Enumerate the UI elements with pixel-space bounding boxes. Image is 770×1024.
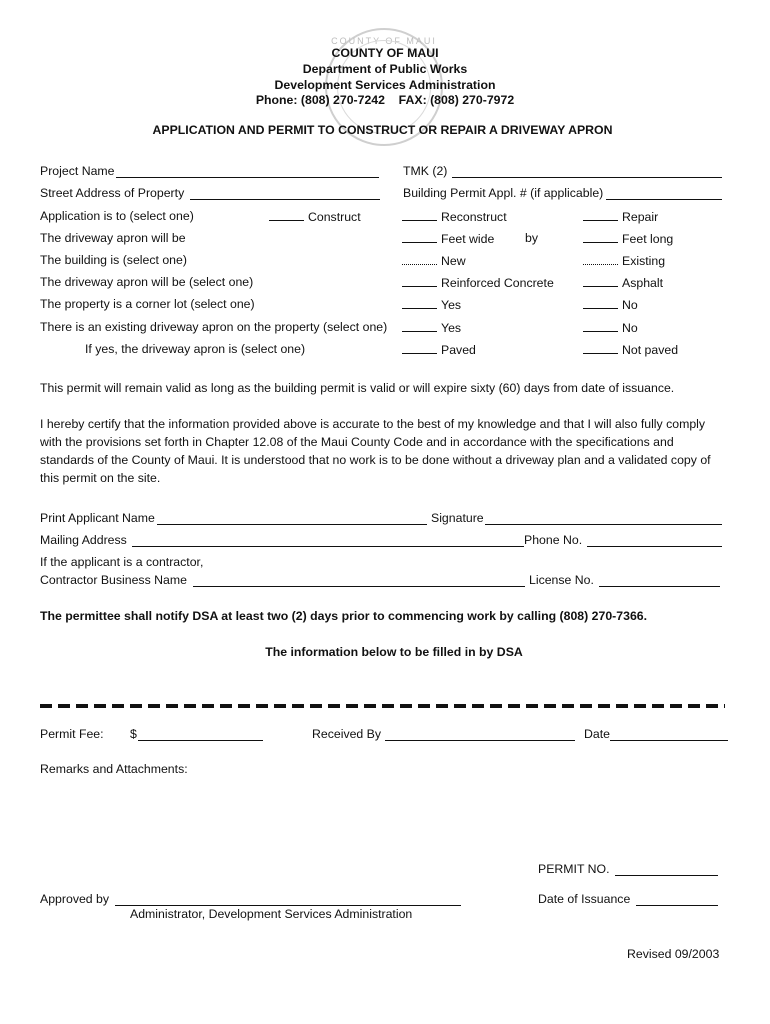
received-by-label: Received By <box>312 727 382 741</box>
question-label: The driveway apron will be <box>40 231 186 245</box>
validity-text: This permit will remain valid as long as the building permit is valid or will expire sixty (60) days from date of issuance. <box>40 381 675 395</box>
contractor-note: If the applicant is a contractor, <box>40 555 204 569</box>
date-of-issuance-label: Date of Issuance <box>538 892 631 906</box>
permit-fee-label: Permit Fee: <box>40 727 104 741</box>
date-field[interactable] <box>610 740 728 741</box>
remarks-label: Remarks and Attachments: <box>40 762 188 776</box>
option-feet-wide[interactable]: Feet wide <box>402 231 494 246</box>
building-permit-label: Building Permit Appl. # (if applicable) <box>403 186 604 200</box>
dollar-sign: $ <box>130 727 137 741</box>
certification-line: this permit on the site. <box>40 471 161 485</box>
cut-line <box>40 704 725 708</box>
received-by-field[interactable] <box>385 740 575 741</box>
building-permit-field[interactable] <box>606 199 722 200</box>
date-label: Date <box>584 727 610 741</box>
street-address-label: Street Address of Property <box>40 186 185 200</box>
approved-by-field[interactable] <box>115 905 461 906</box>
certification-line: standards of the County of Maui. It is understood that no work is to be done without a driveway plan and a validated copy of <box>40 453 711 467</box>
print-name-field[interactable] <box>157 524 427 525</box>
question-label: The driveway apron will be (select one) <box>40 275 254 289</box>
by-label: by <box>525 231 538 245</box>
mailing-address-field[interactable] <box>132 546 524 547</box>
date-of-issuance-field[interactable] <box>636 905 718 906</box>
print-name-label: Print Applicant Name <box>40 511 155 525</box>
option-paved[interactable]: Paved <box>402 342 476 357</box>
option-feet-long[interactable]: Feet long <box>583 231 673 246</box>
option-not-paved[interactable]: Not paved <box>583 342 678 357</box>
certification-line: I hereby certify that the information provided above is accurate to the best of my knowledge and that I will also fully comply <box>40 417 706 431</box>
contractor-name-label: Contractor Business Name <box>40 573 187 587</box>
dsa-heading: The information below to be filled in by DSA <box>265 645 523 659</box>
option-existing-apron-yes[interactable]: Yes <box>402 320 461 335</box>
option-asphalt[interactable]: Asphalt <box>583 275 663 290</box>
option-reinforced-concrete[interactable]: Reinforced Concrete <box>402 275 554 290</box>
project-name-label: Project Name <box>40 164 115 178</box>
option-repair[interactable]: Repair <box>583 209 658 224</box>
option-reconstruct[interactable]: Reconstruct <box>402 209 507 224</box>
phone-fax: Phone: (808) 270-7242 FAX: (808) 270-7972 <box>255 93 515 107</box>
tmk-label: TMK (2) <box>403 164 448 178</box>
notify-text: The permittee shall notify DSA at least two (2) days prior to commencing work by calling (808) 270-7366. <box>40 609 648 623</box>
certification-line: with the provisions set forth in Chapter 12.08 of the Maui County Code and in accordance with the specifications and <box>40 435 674 449</box>
option-corner-no[interactable]: No <box>583 297 638 312</box>
question-label: If yes, the driveway apron is (select one) <box>85 342 306 356</box>
question-label: Application is to (select one) <box>40 209 194 223</box>
option-new[interactable]: New <box>402 253 466 268</box>
phone-field[interactable] <box>587 546 722 547</box>
license-field[interactable] <box>599 586 720 587</box>
seal-text: COUNTY OF MAUI <box>331 36 437 46</box>
option-existing[interactable]: Existing <box>583 253 665 268</box>
street-address-field[interactable] <box>190 199 380 200</box>
permit-no-field[interactable] <box>615 875 718 876</box>
contractor-name-field[interactable] <box>193 586 525 587</box>
option-existing-apron-no[interactable]: No <box>583 320 638 335</box>
project-name-field[interactable] <box>116 177 379 178</box>
option-construct[interactable]: Construct <box>269 209 361 224</box>
permit-fee-field[interactable] <box>138 740 263 741</box>
administrator-caption: Administrator, Development Services Administration <box>130 907 413 921</box>
license-label: License No. <box>529 573 594 587</box>
department-heading: Department of Public Works <box>302 62 468 76</box>
phone-label: Phone No. <box>524 533 583 547</box>
question-label: The property is a corner lot (select one) <box>40 297 255 311</box>
question-label: The building is (select one) <box>40 253 187 267</box>
division-heading: Development Services Administration <box>274 78 496 92</box>
signature-label: Signature <box>431 511 484 525</box>
revised-date: Revised 09/2003 <box>627 947 720 961</box>
option-corner-yes[interactable]: Yes <box>402 297 461 312</box>
signature-field[interactable] <box>485 524 722 525</box>
question-label: There is an existing driveway apron on the property (select one) <box>40 320 388 334</box>
mailing-address-label: Mailing Address <box>40 533 127 547</box>
county-heading: COUNTY OF MAUI <box>331 46 439 60</box>
approved-by-label: Approved by <box>40 892 110 906</box>
form-title: APPLICATION AND PERMIT TO CONSTRUCT OR REPAIR A DRIVEWAY APRON <box>152 123 613 137</box>
tmk-field[interactable] <box>452 177 722 178</box>
permit-no-label: PERMIT NO. <box>538 862 610 876</box>
